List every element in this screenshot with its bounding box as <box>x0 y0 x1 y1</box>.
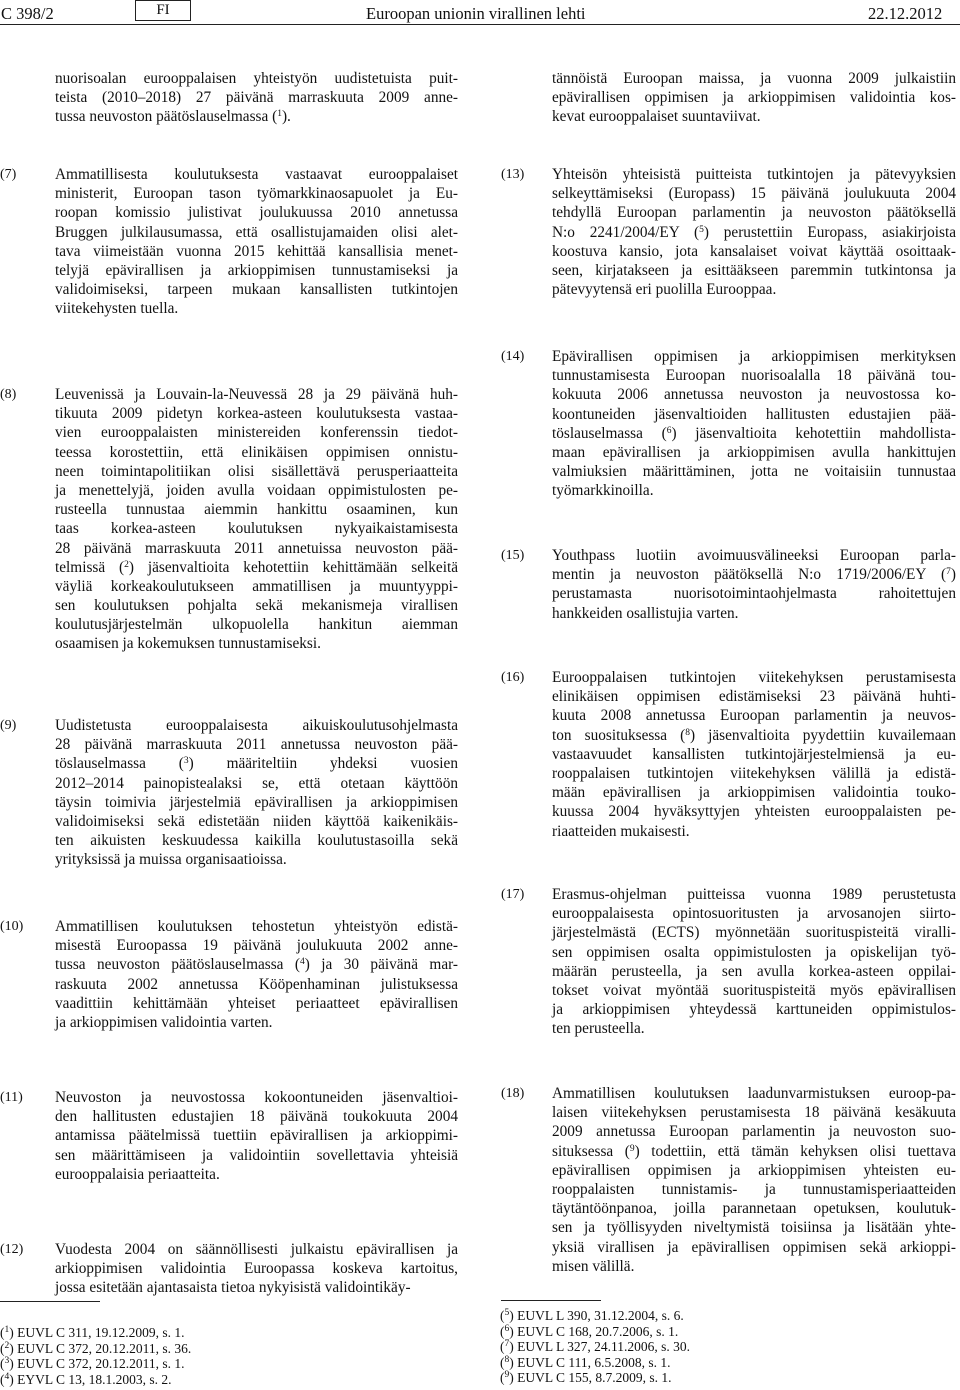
text-line: ten perusteella. <box>552 1020 645 1038</box>
paragraph <box>55 69 458 127</box>
paragraph <box>55 716 458 870</box>
footnote-marker: 2 <box>124 559 129 570</box>
text-line: Ammatillisen koulutuksen laadunvarmistuksen euroop-pa- <box>552 1085 956 1102</box>
text-line: tunnustamisesta Euroopan nuorisoalalla 18 päivänä tou- <box>552 367 956 385</box>
text-line: maan epävirallisen ja arkioppimisen avulla hankittujen <box>552 443 956 461</box>
text-line: validoimiseksi, tarpeen mukaan kansallisten tutkintojen <box>55 281 458 299</box>
text-line: Eurooppalaisen tutkintojen viitekehyksen perustamisesta <box>552 669 956 686</box>
footnote-number: 4 <box>4 1371 10 1382</box>
footnote-paren: ( <box>500 1339 505 1354</box>
issue-date: 22.12.2012 <box>868 4 943 23</box>
language-code-box: FI <box>135 0 191 21</box>
journal-title: Euroopan unionin virallinen lehti <box>366 4 586 23</box>
text-line: kuussa 2004 hyväksyttyjen yhteisten eurooppalaisten pe- <box>552 803 956 821</box>
text-line: ten aikuisten keskuudessa kaikilla koulutustasoilla sekä <box>55 832 458 850</box>
text-line: neen toimintapolitiikan olisi sisällettävä perusperiaatteita <box>55 462 458 480</box>
footnote-text: EUVL L 390, 31.12.2004, s. 6. <box>517 1308 684 1323</box>
text-line <box>552 726 956 745</box>
footnote-rule-right <box>501 1300 601 1301</box>
text-line: telyjä epävirallisen ja arkioppimisen tunnustamiseksi ja <box>55 261 458 279</box>
footnote-paren: ( <box>500 1308 505 1323</box>
text-line <box>552 223 956 242</box>
footnote-number: 7 <box>504 1339 510 1349</box>
footnote-marker: 4 <box>299 957 305 968</box>
text-line: yksiä virallisen ja epävirallisen oppimisen sekä arkioppi- <box>552 1238 956 1256</box>
footnote-paren: ( <box>500 1370 505 1385</box>
text-line: 2009 annetussa Euroopan parlamentin ja neuvoston suo- <box>552 1123 956 1141</box>
text-line: järjestelmästä (ECTS) myönnetään suorituspisteitä viralli- <box>552 924 956 942</box>
text-line: tännöistä Euroopan maissa, ja vuonna 2009 julkaistiin <box>552 70 956 87</box>
paragraph-number: (10) <box>0 919 24 934</box>
text-line: eurooppalaisesta opintosuoritusten ja arvosanojen siirto- <box>552 905 956 923</box>
footnote-marker: 1 <box>277 109 282 120</box>
paragraph <box>552 165 956 299</box>
footnote-paren: ) <box>509 1308 518 1323</box>
text-line: rusteella tunnustaa aiemmin hankittu osaaminen, kun <box>55 501 458 519</box>
text-line: Ammatillisen koulutuksen tehostetun yhteistyön edistä- <box>55 918 458 935</box>
paragraph-number: (15) <box>501 548 525 563</box>
footnote-text: EYVL C 13, 18.1.2003, s. 2. <box>17 1371 172 1387</box>
paragraph <box>55 1240 458 1298</box>
text-line: elinikäisen oppimisen edistämiseksi 23 päivänä huhti- <box>552 688 956 706</box>
footnote <box>0 1372 191 1388</box>
footnote <box>500 1370 690 1386</box>
footnote-text: EUVL C 168, 20.7.2006, s. 1. <box>517 1323 679 1339</box>
paragraph <box>55 385 458 654</box>
text-line: kevat eurooppalaiset suuntaviivat. <box>552 108 761 126</box>
text-segment: ton suosituksessa ( <box>552 726 686 744</box>
text-line: misen välillä. <box>552 1257 635 1275</box>
text-segment: mentin ja neuvoston päätöksellä N:o 1719/2006/EY ( <box>552 566 947 584</box>
footnote-text: EUVL C 155, 8.7.2009, s. 1. <box>517 1370 672 1385</box>
text-line: vastaavuudet kansallisten tutkintojärjestelmiensä ja eu- <box>552 745 956 763</box>
paragraph-number: (9) <box>0 718 17 733</box>
footnote-marker: 9 <box>629 1143 635 1154</box>
text-line: selkeyttämiseksi (Europass) 15 päivänä joulukuuta 2004 <box>552 185 956 203</box>
text-line: eurooppalaisia periaatteita. <box>55 1165 220 1183</box>
text-segment: tussa neuvoston päätöslauselmassa ( <box>55 956 300 974</box>
text-line: Vuodesta 2004 on säännöllisesti julkaistu epävirallisen ja <box>55 1241 458 1258</box>
text-line: arkioppimisen validointia Euroopassa koskeva kartoitus, <box>55 1260 458 1278</box>
footnote-number: 6 <box>504 1323 510 1334</box>
paragraph-number: (7) <box>0 167 17 182</box>
text-line: vien eurooppalaisten ministereiden konferenssin tiedot- <box>55 424 458 442</box>
text-line: roopan komissio julistivat joulukuussa 2010 annetussa <box>55 204 458 222</box>
text-segment: telmissä ( <box>55 558 125 576</box>
text-line: Neuvoston ja neuvostossa kokoontuneiden jäsenvaltioi- <box>55 1089 458 1106</box>
text-line: yrityksissä ja muissa organisaatioissa. <box>55 851 287 869</box>
paragraph <box>552 885 956 1039</box>
footnote-paren: ) <box>509 1354 518 1370</box>
text-line: tehdyllä Euroopan parlamentin ja neuvoston päätöksellä <box>552 204 956 222</box>
text-line: täytäntöönpanoa, joilla parannetaan opetuksen, koulutuk- <box>552 1200 956 1218</box>
text-line: Youthpass luotiin avoimuusvälineeksi Euroopan parla- <box>552 547 956 564</box>
text-line: täysin toimivia järjestelmiä epävirallisen ja arkioppimisen <box>55 793 458 811</box>
text-line: 28 päivänä marraskuuta 2011 annetuissa neuvoston pää- <box>55 539 458 557</box>
text-line: riaatteiden mukaisesti. <box>552 822 690 840</box>
footnote <box>500 1324 690 1340</box>
paragraph <box>552 1084 956 1276</box>
footnote-paren: ) <box>509 1370 518 1385</box>
paragraph <box>55 1088 458 1184</box>
text-line: Bruggen julkilausumassa, että osallistujamaiden olisi alet- <box>55 223 458 241</box>
text-line: 2012–2014 painopistealaksi se, että otetaan käyttöön <box>55 774 458 792</box>
paragraph-number: (14) <box>501 349 525 364</box>
footnote-number: 1 <box>4 1325 10 1335</box>
footnote-text: EUVL C 311, 19.12.2009, s. 1. <box>17 1325 185 1340</box>
text-line: työmarkkinoilla. <box>552 482 654 500</box>
paragraph <box>55 917 458 1032</box>
text-line: Yhteisön yhteisistä puitteista tutkintojen ja pätevyyksien <box>552 166 956 183</box>
footnote-marker: 7 <box>946 567 951 578</box>
text-line: hankkeiden osallistujia varten. <box>552 604 739 622</box>
paragraph-number: (11) <box>0 1090 23 1105</box>
text-line: määrän perusteella, ja sen avulla korkea-asteen oppilai- <box>552 962 956 980</box>
text-line: sen koulutuksen pohjalta sekä mekanismeja virallisen <box>55 597 458 615</box>
text-segment: töslauselmassa ( <box>55 755 184 773</box>
text-segment: N:o 2241/2004/EY ( <box>552 223 700 241</box>
text-line: teista (2010–2018) 27 päivänä marraskuuta 2009 anne- <box>55 89 458 107</box>
text-line: kuuta 2008 annetussa Euroopan parlamentin ja neuvos- <box>552 707 956 725</box>
footnote <box>0 1356 191 1372</box>
footnote-paren: ( <box>500 1323 505 1339</box>
text-line: pätevyytensä eri puolilla Eurooppaa. <box>552 281 777 299</box>
text-line: epävirallisen oppimisen ja arkioppimisen yhteisten eu- <box>552 1161 956 1179</box>
footnote <box>500 1355 690 1371</box>
text-line <box>55 107 458 126</box>
text-line: rooppalaisen tutkintojen viitekehyksen välillä ja edistä- <box>552 764 956 782</box>
text-segment: ) <box>950 566 956 584</box>
text-line: sen määrittämiseen ja validointiin sovellettavia yhteisiä <box>55 1146 458 1164</box>
text-segment: ) jäsenvaltioita kehotettiin mahdollista- <box>671 424 956 442</box>
text-line: koontuneiden jäsenvaltioiden hallitusten edustajien pää- <box>552 405 956 423</box>
footnote-paren: ) <box>509 1339 518 1354</box>
text-line: väyliä korkeakoulutukseen ammatillisen ja muuntyyppi- <box>55 577 458 595</box>
text-line: laisen viitekehyksen perustamisesta 18 päivänä kesäkuuta <box>552 1104 956 1122</box>
text-segment: ) todettiin, että tämän kehyksen olisi tuettava <box>634 1142 957 1160</box>
text-line: tokset voivat myöntää suorituspisteitä myös epävirallisen <box>552 981 956 999</box>
text-line: koulutusjärjestelmän ulkopuolella hankitun aiemman <box>55 616 458 634</box>
paragraph-number: (16) <box>501 670 525 685</box>
text-line: valmiuksien määrittäminen, jotta ne voitaisiin tunnustaa <box>552 463 956 481</box>
text-line: Uudistetusta eurooppalaisesta aikuiskoulutusohjelmasta <box>55 717 458 734</box>
footnote-text: EUVL C 372, 20.12.2011, s. 36. <box>17 1340 192 1356</box>
footnote-number: 9 <box>504 1370 510 1380</box>
footnote-number: 3 <box>4 1356 10 1366</box>
text-line: raskuuta 2002 annetussa Kööpenhaminan julistuksessa <box>55 975 458 993</box>
text-line: Epävirallisen oppimisen ja arkioppimisen merkityksen <box>552 348 956 365</box>
text-line: Erasmus-ohjelman puitteissa vuonna 1989 perustetusta <box>552 886 956 903</box>
text-line: vaadittiin kehittämään yhteiset periaatteet epävirallisen <box>55 994 458 1012</box>
footnote-number: 5 <box>504 1308 510 1318</box>
paragraph <box>552 347 956 501</box>
text-line: tava viimeistään vuonna 2015 kehittää kansallisia menet- <box>55 242 458 260</box>
footnote <box>0 1341 191 1357</box>
paragraph <box>552 69 956 127</box>
text-line <box>55 558 458 577</box>
footnote-paren: ( <box>0 1371 5 1387</box>
paragraph-number: (13) <box>501 167 525 182</box>
footnote-marker: 3 <box>183 756 189 767</box>
text-segment: töslauselmassa ( <box>552 424 667 442</box>
paragraph-number: (18) <box>501 1086 525 1101</box>
text-line <box>55 754 458 773</box>
footnote <box>0 1325 191 1341</box>
text-line: teessa korostettiin, että elinikäisen oppimisen onnistu- <box>55 443 458 461</box>
text-line <box>552 565 956 584</box>
text-segment: ). <box>281 108 291 126</box>
footnote-paren: ( <box>0 1356 5 1371</box>
footnote-paren: ( <box>500 1354 505 1370</box>
text-line: validoimiseksi sekä edistetään niiden käyttöä kaikenikäis- <box>55 812 458 830</box>
text-line: nuorisoalan eurooppalaisen yhteistyön uudistetuista puit- <box>55 70 458 87</box>
text-line: Leuvenissä ja Louvain-la-Neuvessä 28 ja 29 päivänä huh- <box>55 386 458 403</box>
text-line: koostuva kansio, jota kansalaiset voivat käyttää osoittaak- <box>552 242 956 260</box>
text-line: ja arkioppimisen validointia varten. <box>55 1013 273 1031</box>
footnote-paren: ) <box>9 1340 18 1356</box>
footnote-paren: ) <box>9 1356 18 1371</box>
footnote-number: 2 <box>4 1340 10 1351</box>
text-line: antamissa päätelmissä tuettiin epävirallisen ja arkioppimi- <box>55 1127 458 1145</box>
text-segment: ) jäsenvaltioita pyydettiin kuvailemaan <box>689 726 956 744</box>
text-line: tikuuta 2009 pidetyn korkea-asteen koulutuksesta vastaa- <box>55 405 458 423</box>
text-segment: ) perustettiin Europass, asiakirjoista <box>703 223 956 241</box>
page-reference: C 398/2 <box>1 4 54 23</box>
text-line: jossa esitetään ajantasaista tietoa nykyisistä validointikäy- <box>55 1279 411 1297</box>
footnote-text: EUVL L 327, 24.11.2006, s. 30. <box>517 1339 690 1354</box>
header-rule <box>0 24 960 25</box>
text-line: ja arkioppimisen yhteydessä karttuneiden oppimistulos- <box>552 1001 956 1019</box>
footnote-marker: 6 <box>666 425 672 436</box>
text-line <box>552 1142 956 1161</box>
paragraph <box>55 165 458 319</box>
footnote-paren: ) <box>9 1371 18 1387</box>
footnote-marker: 8 <box>685 727 690 738</box>
paragraph-number: (12) <box>0 1242 24 1257</box>
footnote-paren: ( <box>0 1325 5 1340</box>
paragraph <box>552 668 956 841</box>
paragraph-number: (8) <box>0 387 17 402</box>
text-line: Ammatillisesta koulutuksesta vastaavat eurooppalaiset <box>55 166 458 183</box>
paragraph-number: (17) <box>501 887 525 902</box>
text-line: taas korkea-asteen koulutuksen nykyaikaistamisesta <box>55 520 458 538</box>
text-line: kokuuta 2006 annetussa neuvoston ja neuvostossa ko- <box>552 386 956 404</box>
text-segment: tussa neuvoston päätöslauselmassa ( <box>55 108 278 126</box>
text-segment: ) ja 30 päivänä mar- <box>304 956 458 974</box>
footnotes-right <box>500 1308 690 1386</box>
footnote-text: EUVL C 372, 20.12.2011, s. 1. <box>17 1356 185 1371</box>
text-segment: ) jäsenvaltioita kehotettiin kehittämään selkeitä <box>128 558 458 576</box>
footnote-marker: 5 <box>699 224 704 235</box>
text-line <box>55 955 458 974</box>
text-line: osaamisen ja kokemuksen tunnustamiseksi. <box>55 635 321 653</box>
footnote-rule-left <box>0 1301 100 1302</box>
text-line: ministerit, Euroopan tason työmarkkinaosapuolet ja Eu- <box>55 185 458 203</box>
text-line: 28 päivänä marraskuuta 2011 annetussa neuvoston pää- <box>55 736 458 754</box>
footnote-paren: ( <box>0 1340 5 1356</box>
text-line: sen ja työllisyyden niveltymistä toisiinsa ja lisätään yhte- <box>552 1219 956 1237</box>
text-line: mään epävirallisen ja arkioppimisen validointia touko- <box>552 784 956 802</box>
footnote <box>500 1339 690 1355</box>
text-line: perustamasta nuorisotoimintaohjelmasta rahoitettujen <box>552 585 956 603</box>
text-line: den hallitusten edustajien 18 päivänä toukokuuta 2004 <box>55 1108 458 1126</box>
footnote-paren: ) <box>9 1325 18 1340</box>
text-line: seen, kirjatakseen ja esittääkseen paremmin tutkintonsa ja <box>552 261 956 279</box>
footnote-paren: ) <box>509 1323 518 1339</box>
text-line: misestä Euroopassa 19 päivänä joulukuuta 2002 anne- <box>55 937 458 955</box>
text-line <box>552 424 956 443</box>
text-line: epävirallisen oppimisen ja arkioppimisen validointia kos- <box>552 89 956 107</box>
text-line: rooppalaisten tunnistamis- ja tunnustamisperiaatteiden <box>552 1180 956 1198</box>
text-segment: ) määriteltiin yhdeksi vuosien <box>188 755 458 773</box>
footnote-text: EUVL C 111, 6.5.2008, s. 1. <box>517 1354 671 1370</box>
text-line: viitekehysten tuella. <box>55 300 179 318</box>
text-segment: situksessa ( <box>552 1142 630 1160</box>
paragraph <box>552 546 956 623</box>
footnote <box>500 1308 690 1324</box>
text-line: sen oppimisen osalta oppimistulosten ja opiskelijan työ- <box>552 943 956 961</box>
footnotes-left <box>0 1325 191 1387</box>
text-line: ja menettelyjä, joiden avulla voidaan oppimistulosten pe- <box>55 481 458 499</box>
footnote-number: 8 <box>504 1354 510 1365</box>
